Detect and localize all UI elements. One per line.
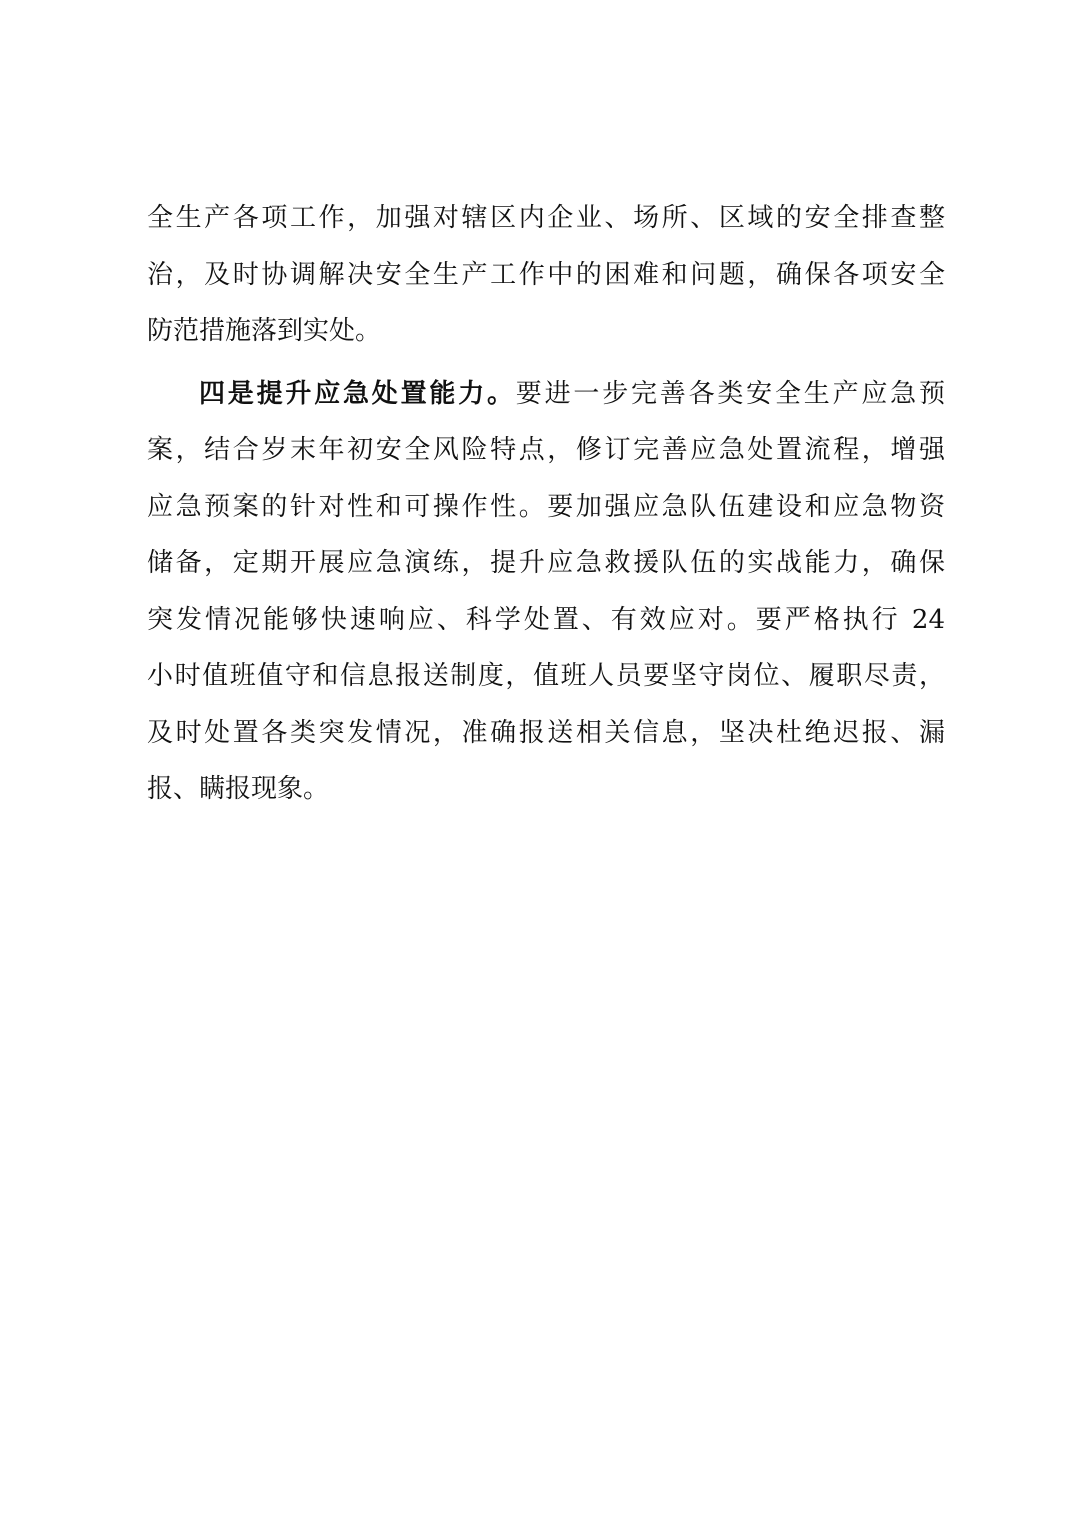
paragraph-line: 应急预案的针对性和可操作性。要加强应急队伍建设和应急物资 bbox=[147, 491, 945, 522]
paragraph-line-text: 要进一步完善各类安全生产应急预 bbox=[515, 378, 945, 409]
paragraph-line: 案，结合岁末年初安全风险特点，修订完善应急处置流程，增强 bbox=[147, 435, 945, 465]
paragraph-line: 报、瞒报现象。 bbox=[147, 774, 330, 804]
paragraph-line: 全生产各项工作，加强对辖区内企业、场所、区域的安全排查整 bbox=[147, 203, 945, 233]
paragraph-1 bbox=[147, 190, 945, 360]
paragraph-line: 储备，定期开展应急演练，提升应急救援队伍的实战能力，确保 bbox=[147, 548, 945, 578]
section-lead-heading: 四是提升应急处置能力。 bbox=[199, 378, 516, 409]
paragraph-line: 防范措施落到实处。 bbox=[147, 316, 382, 346]
paragraph-first-line bbox=[147, 366, 945, 423]
paragraph-line: 突发情况能够快速响应、科学处置、有效应对。要严格执行 24 bbox=[147, 604, 945, 635]
document-body bbox=[147, 190, 945, 818]
paragraph-line: 及时处置各类突发情况，准确报送相关信息，坚决杜绝迟报、漏 bbox=[147, 717, 945, 748]
paragraph-line: 小时值班值守和信息报送制度，值班人员要坚守岗位、履职尽责， bbox=[147, 661, 945, 691]
paragraph-2 bbox=[147, 366, 945, 818]
paragraph-line: 治，及时协调解决安全生产工作中的困难和问题，确保各项安全 bbox=[147, 259, 945, 290]
